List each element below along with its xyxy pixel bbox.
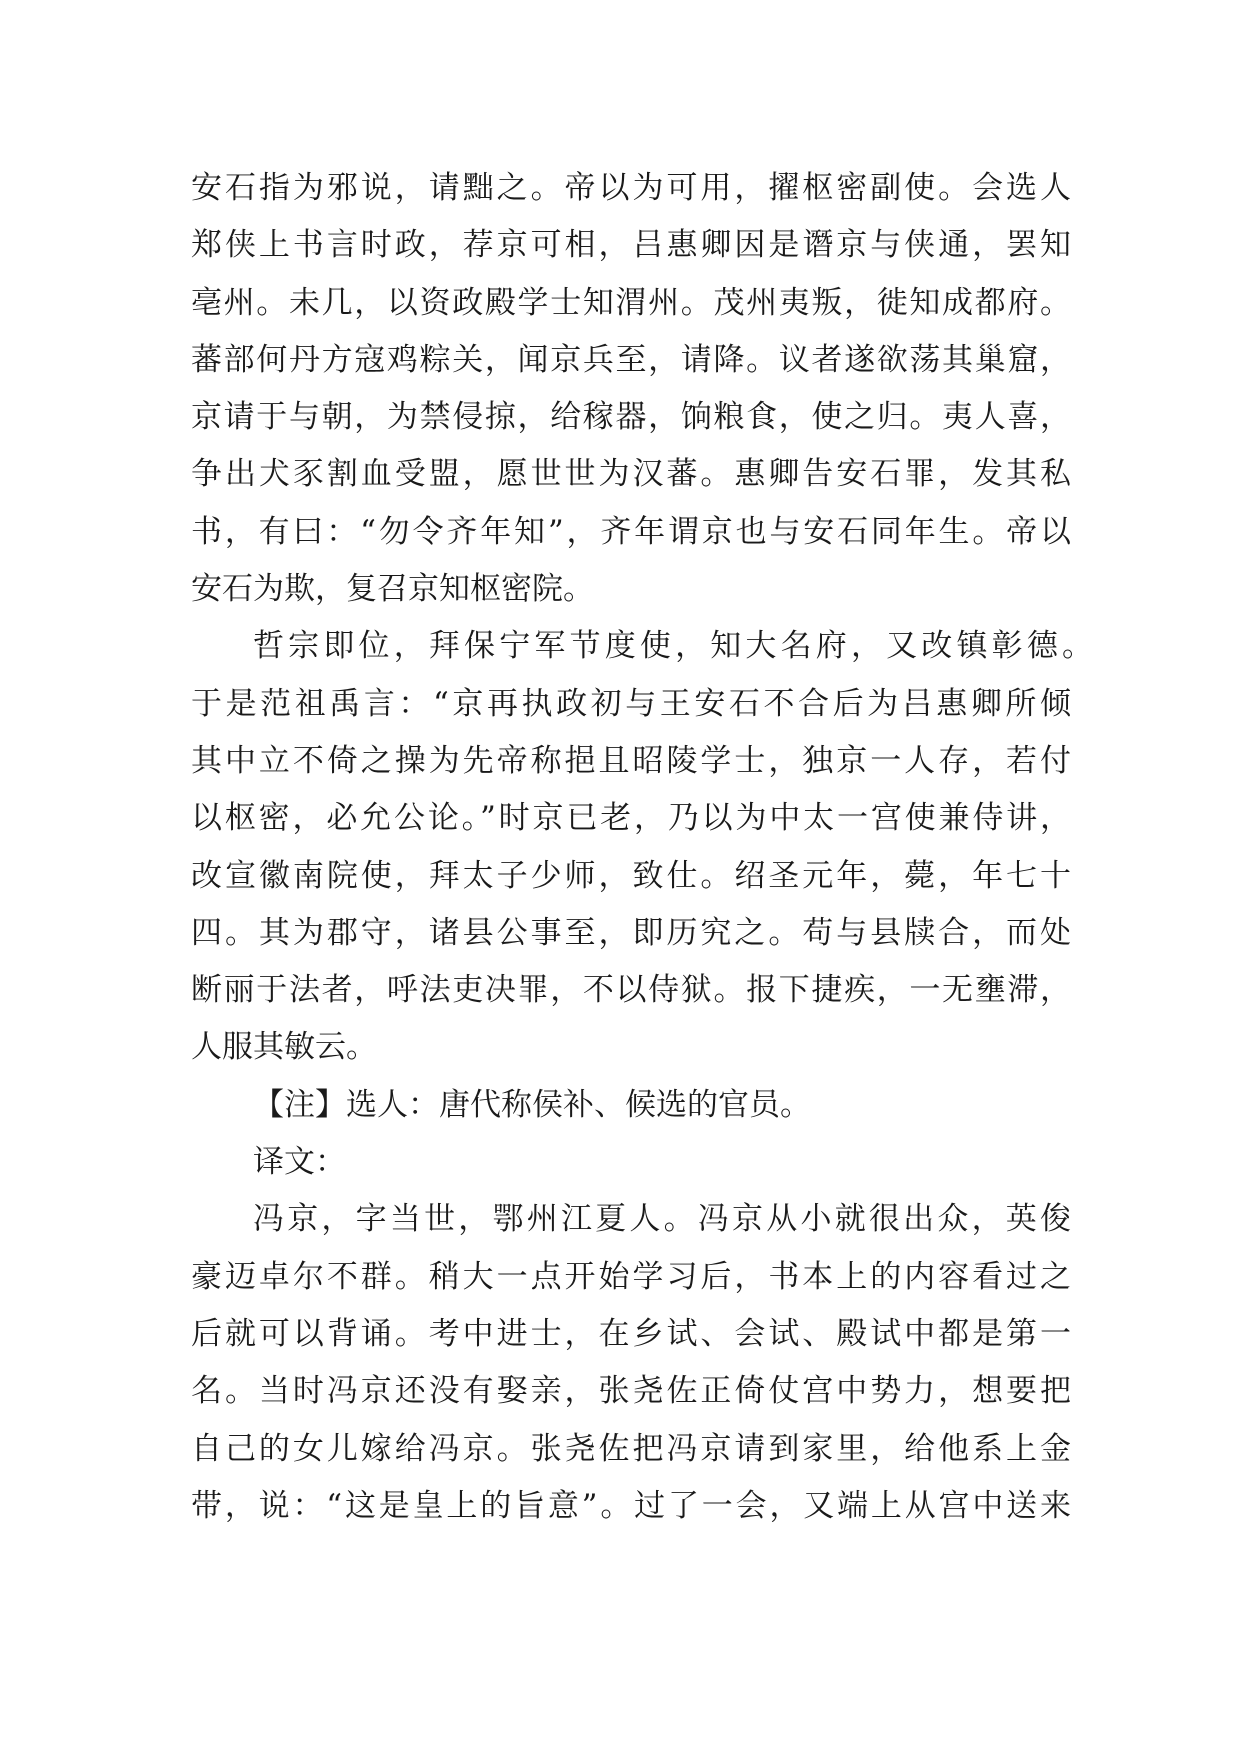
text-line: 四。其为郡守，诸县公事至，即历究之。苟与县牍合，而处 xyxy=(191,914,1071,951)
document-body xyxy=(191,160,1093,1535)
text-line: 以枢密，必允公论。”时京已老，乃以为中太一宫使兼侍讲， xyxy=(191,800,1071,837)
text-line: 京请于与朝，为禁侵掠，给稼器，饷粮食，使之归。夷人喜， xyxy=(191,399,1071,436)
translation-heading: 译文： xyxy=(253,1144,346,1181)
text-line: 争出犬豕割血受盟，愿世世为汉蕃。惠卿告安石罪，发其私 xyxy=(191,456,1071,493)
paragraph-first-line: 冯京，字当世，鄂州江夏人。冯京从小就很出众，英俊 xyxy=(253,1201,1071,1238)
text-line: 后就可以背诵。考中进士，在乡试、会试、殿试中都是第一 xyxy=(191,1315,1071,1352)
text-line: 书，有曰：“勿令齐年知”，齐年谓京也与安石同年生。帝以 xyxy=(191,513,1071,550)
text-line: 豪迈卓尔不群。稍大一点开始学习后，书本上的内容看过之 xyxy=(191,1258,1071,1295)
text-line: 亳州。未几，以资政殿学士知渭州。茂州夷叛，徙知成都府。 xyxy=(191,284,1071,321)
note-line: 【注】选人：唐代称侯补、候选的官员。 xyxy=(253,1086,811,1123)
paragraph-first-line: 哲宗即位，拜保宁军节度使，知大名府，又改镇彰德。 xyxy=(253,628,1093,665)
text-line: 其中立不倚之操为先帝称挹且昭陵学士，独京一人存，若付 xyxy=(191,742,1071,779)
text-line: 自己的女儿嫁给冯京。张尧佐把冯京请到家里，给他系上金 xyxy=(191,1430,1071,1467)
text-line: 于是范祖禹言：“京再执政初与王安石不合后为吕惠卿所倾 xyxy=(191,685,1071,722)
text-line: 带，说：“这是皇上的旨意”。过了一会，又端上从宫中送来 xyxy=(191,1487,1071,1524)
text-line: 郑侠上书言时政，荐京可相，吕惠卿因是谮京与侠通，罢知 xyxy=(191,227,1071,264)
text-line: 安石指为邪说，请黜之。帝以为可用，擢枢密副使。会选人 xyxy=(191,170,1071,206)
text-line: 蕃部何丹方寇鸡粽关，闻京兵至，请降。议者遂欲荡其巢窟， xyxy=(191,341,1071,378)
text-line: 断丽于法者，呼法吏决罪，不以侍狱。报下捷疾，一无壅滞， xyxy=(191,972,1071,1009)
text-line: 人服其敏云。 xyxy=(191,1029,377,1066)
text-line: 名。当时冯京还没有娶亲，张尧佐正倚仗宫中势力，想要把 xyxy=(191,1373,1071,1410)
text-line: 安石为欺，复召京知枢密院。 xyxy=(191,571,594,608)
text-line: 改宣徽南院使，拜太子少师，致仕。绍圣元年，薨，年七十 xyxy=(191,857,1071,894)
